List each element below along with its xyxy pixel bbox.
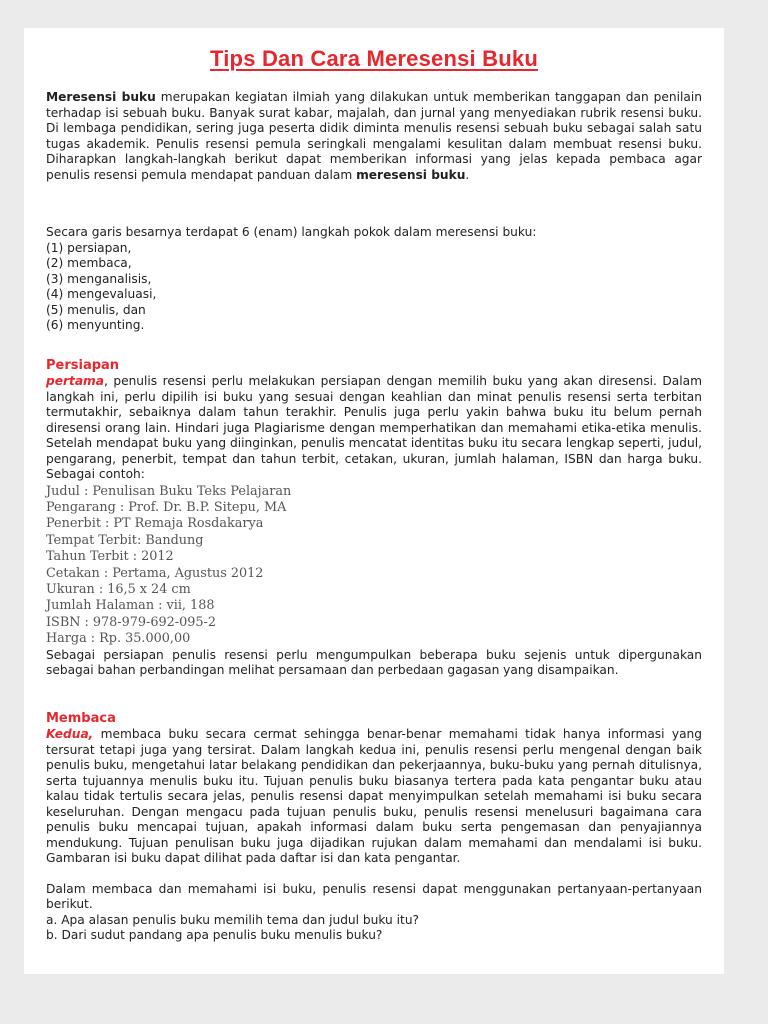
persiapan-paragraph xyxy=(46,374,702,483)
identity-line: ISBN : 978-979-692-095-2 xyxy=(46,614,217,630)
book-identity-list xyxy=(46,484,702,648)
step-item: (3) menganalisis, xyxy=(46,271,152,286)
section-heading-persiapan: Persiapan xyxy=(46,358,120,373)
step-item: (5) menulis, dan xyxy=(46,302,146,317)
membaca-lead: Kedua, xyxy=(46,727,94,741)
membaca-section xyxy=(46,711,702,944)
persiapan-closing: Sebagai persiapan penulis resensi perlu mengumpulkan beberapa buku sejenis untuk dipergunakan sebagai bahan perbandingan melihat persamaan dan perbedaan gagasan yang disampaikan. xyxy=(46,647,702,678)
intro-text: merupakan kegiatan ilmiah yang dilakukan untuk memberikan tanggapan dan penilain terhadap isi sebuah buku. Banyak surat kabar, majalah, dan jurnal yang menyediakan rubrik resensi buku. Di lembaga pendidikan, sering juga peserta didik diminta menulis resensi sebuah buku sebagai salah satu tugas akademik. Penulis resensi pemula seringkali mengalami kesulitan dalam membuat resensi buku. Diharapkan langkah-langkah berikut dapat memberikan informasi yang jelas kepada pembaca agar penulis resensi pemula mendapat panduan dalam xyxy=(46,90,702,182)
intro-paragraph xyxy=(46,90,702,183)
identity-line: Pengarang : Prof. Dr. B.P. Sitepu, MA xyxy=(46,499,287,515)
identity-line: Cetakan : Pertama, Agustus 2012 xyxy=(46,565,264,581)
intro-lead-term: Meresensi buku xyxy=(46,90,156,104)
identity-line: Tahun Terbit : 2012 xyxy=(46,549,174,565)
identity-line: Judul : Penulisan Buku Teks Pelajaran xyxy=(46,483,292,499)
membaca-paragraph xyxy=(46,727,702,867)
document-page xyxy=(24,28,724,974)
persiapan-lead: pertama xyxy=(46,374,104,388)
identity-line: Harga : Rp. 35.000,00 xyxy=(46,631,191,647)
persiapan-section xyxy=(46,358,702,679)
step-item: (2) membaca, xyxy=(46,256,132,270)
identity-line: Ukuran : 16,5 x 24 cm xyxy=(46,581,191,597)
steps-heading: Secara garis besarnya terdapat 6 (enam) langkah pokok dalam meresensi buku: xyxy=(46,225,537,239)
membaca-text: membaca buku secara cermat sehingga benar-benar memahami tidak hanya informasi yang tersurat tetapi juga yang tersirat. Dalam langkah kedua ini, penulis resensi perlu mengenal dengan baik penulis buku, mengetahui latar belakang pendidikan dan pekerjaannya, buku-buku yang pernah ditulisnya, serta tujuannya menulis buku itu. Tujuan penulis buku biasanya tertera pada kata pengantar buku atau kalau tidak tertulis secara jelas, penulis resensi dapat menyimpulkan setelah memahami isi buku secara keseluruhan. Dengan mengacu pada tujuan penulis buku, penulis resensi menelusuri bagaimana cara penulis buku mencapai tujuan, apakah informasi dalam buku serta pengemasan dan penyajiannya mendukung. Tujuan penulisan buku juga dijadikan rujukan dalam memahami dan mendalami isi buku. Gambaran isi buku dapat dilihat pada daftar isi dan kata pengantar. xyxy=(46,727,702,865)
steps-section xyxy=(46,225,702,334)
step-item: (4) mengevaluasi, xyxy=(46,287,157,301)
identity-line: Tempat Terbit: Bandung xyxy=(46,532,204,548)
intro-section xyxy=(46,90,702,183)
identity-line: Penerbit : PT Remaja Rosdakarya xyxy=(46,516,264,532)
intro-tail: . xyxy=(465,167,470,182)
step-item: (1) persiapan, xyxy=(46,240,132,255)
section-heading-membaca: Membaca xyxy=(46,711,116,726)
question-item: a. Apa alasan penulis buku memilih tema dan judul buku itu? xyxy=(46,912,420,927)
intro-tail-term: meresensi buku xyxy=(356,167,466,182)
membaca-question-intro: Dalam membaca dan memahami isi buku, penulis resensi dapat menggunakan pertanyaan-pertanyaan berikut. xyxy=(46,881,702,911)
page-title: Tips Dan Cara Meresensi Buku xyxy=(210,46,538,71)
question-item: b. Dari sudut pandang apa penulis buku menulis buku? xyxy=(46,928,383,942)
persiapan-text: , penulis resensi perlu melakukan persiapan dengan memilih buku yang akan diresensi. Dalam langkah ini, perlu dipilih isi buku yang sesuai dengan keahlian dan minat penulis resensi serta terbitan termutakhir, sebaiknya dalam tahun terakhir. Penulis juga perlu yakin bahwa buku itu belum pernah diresensi orang lain. Hindari juga Plagiarisme dengan memperhatikan dan memahami etika-etika menulis. Setelah mendapat buku yang diinginkan, penulis mencatat identitas buku itu secara lengkap seperti, judul, pengarang, penerbit, tempat dan tahun terbit, cetakan, ukuran, jumlah halaman, ISBN dan harga buku. Sebagai contoh: xyxy=(46,374,702,481)
identity-line: Jumlah Halaman : vii, 188 xyxy=(46,598,215,614)
step-item: (6) menyunting. xyxy=(46,318,145,332)
